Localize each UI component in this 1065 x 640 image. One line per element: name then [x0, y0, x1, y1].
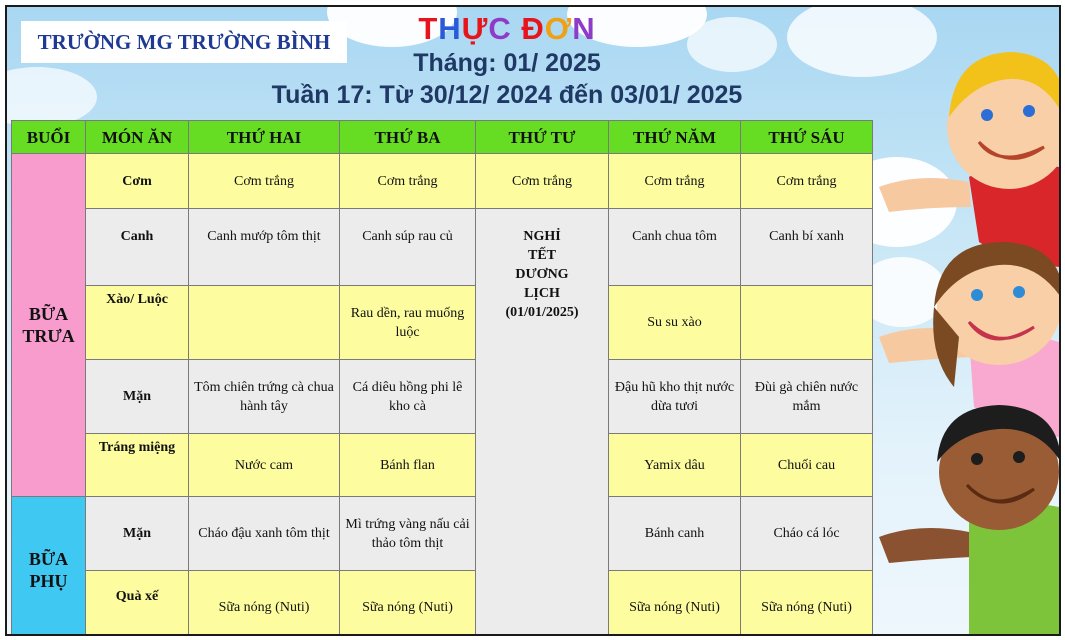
header-monday: THỨ HAI — [189, 121, 340, 154]
school-name: TRƯỜNG MG TRƯỜNG BÌNH — [21, 21, 347, 63]
menu-cell — [189, 286, 340, 360]
menu-poster — [5, 5, 1061, 636]
header-wednesday: THỨ TƯ — [476, 121, 609, 154]
menu-cell: Sữa nóng (Nuti) — [609, 571, 741, 637]
kids-illustration — [859, 7, 1059, 636]
menu-cell: Cơm trắng — [609, 154, 741, 209]
menu-cell: Cơm trắng — [741, 154, 873, 209]
dish-name: Quà xế — [86, 571, 189, 637]
week-label: Tuần 17: Từ 30/12/ 2024 đến 03/01/ 2025 — [271, 81, 743, 109]
header-dish: MÓN ĂN — [86, 121, 189, 154]
dish-name: Canh — [86, 209, 189, 286]
table-row — [12, 497, 873, 571]
header-thursday: THỨ NĂM — [609, 121, 741, 154]
menu-cell: Cháo đậu xanh tôm thịt — [189, 497, 340, 571]
menu-cell: Sữa nóng (Nuti) — [189, 571, 340, 637]
table-row — [12, 571, 873, 637]
menu-cell: Yamix dâu — [609, 434, 741, 497]
title-letter: C — [488, 11, 512, 46]
title-letter: T — [418, 11, 439, 46]
title-letter: H — [438, 11, 462, 46]
title-letter: N — [572, 11, 596, 46]
header-session: BUỔI — [12, 121, 86, 154]
title-letter: Đ — [521, 11, 545, 46]
title-letter — [512, 11, 522, 47]
session-lunch — [12, 154, 86, 497]
kid-blond-icon — [879, 52, 1059, 267]
session-lunch-label: BỮA TRƯA — [22, 304, 75, 346]
menu-cell — [741, 286, 873, 360]
session-snack — [12, 497, 86, 637]
table-row — [12, 360, 873, 434]
table-row — [12, 209, 873, 286]
menu-cell: Canh chua tôm — [609, 209, 741, 286]
dish-name: Cơm — [86, 154, 189, 209]
menu-cell: Bánh flan — [340, 434, 476, 497]
menu-cell: Chuối cau — [741, 434, 873, 497]
menu-cell: Canh súp rau củ — [340, 209, 476, 286]
menu-cell: Nước cam — [189, 434, 340, 497]
dish-name: Mặn — [86, 360, 189, 434]
menu-cell: Cơm trắng — [189, 154, 340, 209]
menu-title — [387, 11, 627, 47]
menu-cell: Mì trứng vàng nấu cải thảo tôm thịt — [340, 497, 476, 571]
menu-cell: Canh bí xanh — [741, 209, 873, 286]
menu-cell: Cơm trắng — [340, 154, 476, 209]
cloud-decoration — [5, 67, 97, 127]
table-row — [12, 154, 873, 209]
menu-cell: Rau dền, rau muống luộc — [340, 286, 476, 360]
menu-cell: Bánh canh — [609, 497, 741, 571]
menu-cell: Tôm chiên trứng cà chua hành tây — [189, 360, 340, 434]
table-row — [12, 434, 873, 497]
table-row — [12, 286, 873, 360]
kid-boy-icon — [879, 405, 1059, 636]
dish-name: Mặn — [86, 497, 189, 571]
holiday-label: NGHỈ TẾT DƯƠNG LỊCH (01/01/2025) — [505, 229, 579, 320]
dish-name: Tráng miệng — [86, 434, 189, 497]
menu-cell: Cháo cá lóc — [741, 497, 873, 571]
menu-cell: Sữa nóng (Nuti) — [340, 571, 476, 637]
header-row — [12, 121, 873, 154]
menu-cell: Đậu hũ kho thịt nước dừa tươi — [609, 360, 741, 434]
header-friday: THỨ SÁU — [741, 121, 873, 154]
menu-table — [11, 120, 873, 636]
title-letter: Ơ — [544, 11, 573, 46]
kid-girl-icon — [879, 242, 1059, 437]
menu-cell: Đùi gà chiên nước mắm — [741, 360, 873, 434]
menu-cell: Cơm trắng — [476, 154, 609, 209]
holiday-notice — [476, 209, 609, 637]
menu-cell: Su su xào — [609, 286, 741, 360]
cloud-decoration — [687, 17, 777, 72]
dish-name: Xào/ Luộc — [86, 286, 189, 360]
menu-cell: Sữa nóng (Nuti) — [741, 571, 873, 637]
menu-cell: Canh mướp tôm thịt — [189, 209, 340, 286]
month-label: Tháng: 01/ 2025 — [413, 49, 601, 77]
session-snack-label: BỮA PHỤ — [28, 549, 69, 591]
title-letter: Ự — [461, 11, 489, 46]
header-tuesday: THỨ BA — [340, 121, 476, 154]
menu-cell: Cá diêu hồng phi lê kho cà — [340, 360, 476, 434]
